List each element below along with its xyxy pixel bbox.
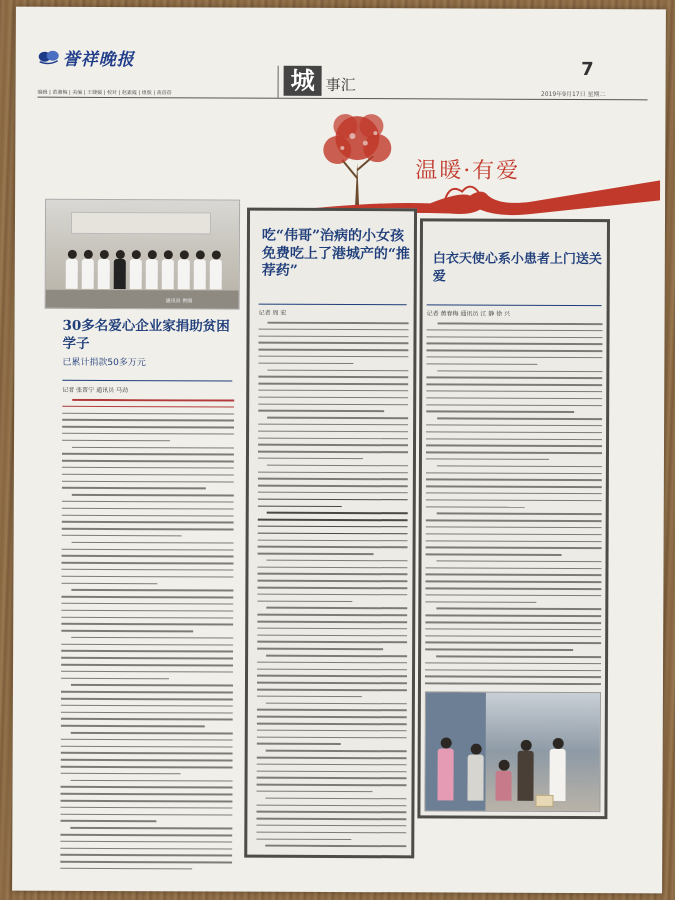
body-text-line [258, 437, 408, 439]
body-text-line [426, 547, 602, 549]
body-text-line [256, 811, 406, 813]
body-text-line [257, 675, 407, 677]
body-text-line [426, 363, 537, 365]
body-text-line [62, 474, 234, 476]
body-text-line [60, 813, 232, 815]
body-text-line [257, 580, 407, 582]
body-text-line [258, 342, 408, 344]
body-text-line [61, 745, 233, 747]
body-text-line [258, 471, 408, 473]
body-text-line [258, 356, 408, 358]
body-text-line [257, 763, 407, 765]
body-text-line [72, 446, 234, 448]
body-text-line [426, 411, 574, 413]
body-text-line [259, 328, 409, 330]
body-text-line [425, 662, 601, 664]
body-text-line [426, 540, 602, 542]
body-text-line [61, 773, 181, 775]
body-text-line [62, 460, 234, 462]
body-text-line [267, 369, 408, 371]
body-text-line [60, 841, 232, 843]
body-text-line [62, 521, 234, 523]
body-text-line [258, 458, 363, 460]
photo-person [467, 744, 483, 801]
body-text-line [257, 709, 407, 711]
body-text-line [257, 777, 407, 779]
body-text-line [62, 419, 234, 421]
body-text-line [62, 555, 234, 557]
photo-person [162, 250, 174, 290]
body-text-line [426, 424, 602, 426]
charity-event-photo [45, 199, 240, 310]
body-text-line [61, 623, 233, 625]
body-text-line [258, 498, 408, 500]
body-text-line [437, 418, 603, 420]
body-text-line [61, 650, 233, 652]
photo-person [210, 250, 222, 290]
body-text-line [258, 430, 408, 432]
body-text-line [265, 797, 408, 799]
editor-credits: 编辑 | 黄湘梅 | 美编 | 王婕媛 | 校对 | 赵素霞 | 组版 | 黄蓓蓓 [37, 89, 172, 97]
body-text-line [258, 492, 408, 494]
body-text-line [62, 453, 234, 455]
body-text-line [425, 574, 601, 576]
body-text-line [73, 399, 235, 401]
body-text-line [62, 467, 234, 469]
issue-date: 2019年9月17日 星期二 [540, 90, 606, 99]
body-text-line [258, 526, 408, 528]
photo-person [98, 250, 110, 290]
body-text-line [425, 621, 601, 623]
body-text-line [436, 608, 603, 610]
body-text-line [62, 528, 234, 530]
body-text-line [436, 465, 602, 467]
body-text-line [61, 766, 233, 768]
body-text-line [425, 669, 601, 671]
body-text-line [62, 412, 234, 414]
body-text-line [256, 825, 406, 827]
photo-person [66, 250, 78, 290]
body-text-line [257, 661, 407, 663]
body-text-line [426, 397, 602, 399]
photo-person [437, 737, 453, 800]
section-divider [278, 66, 279, 98]
body-text-line [258, 451, 408, 453]
body-text-line [425, 635, 601, 637]
body-text-line [436, 560, 602, 562]
body-text-line [426, 350, 602, 352]
section-label-sub: 事汇 [325, 75, 356, 95]
body-text-line [437, 370, 603, 372]
body-text-line [257, 566, 407, 568]
body-text-line [61, 759, 233, 761]
gift-box [535, 795, 553, 807]
body-text-line [257, 682, 407, 684]
page-number: 7 [581, 59, 594, 81]
body-text-line [61, 630, 193, 632]
body-text-line [62, 562, 234, 564]
theme-title: 温暖·有爱 [415, 158, 521, 184]
body-text-line [257, 729, 407, 731]
body-text-line [61, 691, 233, 693]
body-text-line [258, 485, 408, 487]
body-text-line [257, 621, 407, 623]
body-text-line [61, 786, 233, 788]
body-text-line [426, 506, 525, 508]
photo-person [130, 250, 142, 290]
body-text-line [62, 548, 234, 550]
body-text-line [257, 770, 407, 772]
photo-person [114, 250, 126, 290]
body-text-line [258, 444, 408, 446]
body-text-line [71, 684, 234, 686]
body-text-line [258, 362, 353, 364]
body-text-line [426, 384, 602, 386]
body-text-line [426, 458, 549, 460]
body-text-line [257, 757, 407, 759]
body-text-line [62, 487, 206, 489]
left-article-body [60, 399, 234, 875]
body-text-line [426, 526, 602, 528]
body-text-line [426, 519, 602, 521]
right-article-body [425, 322, 603, 685]
body-text-line [71, 779, 234, 781]
body-text-line [426, 499, 602, 501]
body-text-line [72, 542, 234, 544]
photo-person [517, 740, 533, 801]
home-visit-photo [424, 691, 601, 812]
body-text-line [60, 861, 232, 863]
body-text-line [61, 705, 233, 707]
body-text-line [257, 668, 407, 670]
body-text-line [437, 322, 602, 324]
body-text-line [426, 438, 602, 440]
body-text-line [257, 600, 352, 602]
body-text-line [60, 834, 232, 836]
body-text-line [258, 478, 408, 480]
body-text-line [426, 343, 602, 345]
body-text-line [60, 868, 192, 870]
body-text-line [425, 581, 601, 583]
photo-person [82, 250, 94, 290]
body-text-line [61, 725, 205, 727]
body-text-line [258, 410, 384, 412]
body-text-line [62, 426, 234, 428]
body-text-line [61, 664, 233, 666]
body-text-line [258, 424, 408, 426]
body-text-line [61, 657, 233, 659]
body-text-line [61, 596, 233, 598]
photo-person [178, 250, 190, 290]
body-text-line [257, 634, 407, 636]
left-article-subhead: 已累计捐款50多万元 [62, 357, 146, 369]
section-label-main: 城 [284, 66, 322, 96]
body-text-line [258, 403, 408, 405]
body-text-line [426, 445, 602, 447]
photo-person [495, 760, 511, 801]
body-text-line [257, 791, 373, 793]
body-text-line [258, 546, 408, 548]
left-byline-rule [62, 380, 232, 382]
body-text-line [61, 671, 233, 673]
body-text-line [60, 807, 232, 809]
body-text-line [71, 827, 235, 829]
body-text-line [256, 831, 406, 833]
body-text-line [425, 587, 601, 589]
body-text-line [257, 648, 383, 650]
body-text-line [257, 587, 407, 589]
right-article-byline: 记者 黄春梅 通讯员 江 静 徐 兴 [426, 310, 511, 318]
body-text-line [426, 452, 602, 454]
body-text-line [426, 431, 602, 433]
body-text-line [425, 676, 601, 678]
body-text-line [426, 404, 602, 406]
body-text-line [257, 689, 407, 691]
body-text-line [258, 505, 342, 507]
middle-article-body [256, 322, 408, 848]
body-text-line [266, 702, 409, 704]
body-text-line [61, 643, 233, 645]
body-text-line [72, 589, 235, 591]
body-text-line [60, 854, 232, 856]
newspaper-page [12, 7, 666, 894]
body-text-line [425, 615, 601, 617]
body-text-line [267, 464, 409, 466]
body-text-line [436, 513, 602, 515]
middle-article-byline: 记者 周 宏 [258, 309, 287, 317]
body-text-line [256, 838, 351, 840]
body-text-line [266, 655, 408, 657]
body-text-line [427, 329, 603, 331]
body-text-line [62, 514, 234, 516]
body-text-line [258, 539, 408, 541]
body-text-line [257, 695, 362, 697]
photo-banner [71, 212, 211, 235]
body-text-line [425, 642, 601, 644]
body-text-line [62, 501, 234, 503]
body-text-line [258, 390, 408, 392]
body-text-line [426, 377, 602, 379]
body-text-line [60, 847, 232, 849]
body-text-line [61, 711, 233, 713]
body-text-line [61, 603, 233, 605]
body-text-line [258, 335, 408, 337]
body-text-line [61, 576, 233, 578]
masthead [38, 45, 148, 75]
body-text-line [61, 609, 233, 611]
body-text-line [426, 336, 602, 338]
left-article-byline: 记者 张晋宁 通讯员 马劲 [62, 386, 129, 395]
body-text-line [257, 743, 341, 745]
body-text-line [62, 508, 234, 510]
body-text-line [258, 396, 408, 398]
body-text-line [61, 582, 157, 584]
body-text-line [60, 800, 232, 802]
photo-caption: 通讯员 供图 [165, 298, 193, 305]
body-text-line [257, 628, 407, 630]
body-text-line [61, 616, 233, 618]
body-text-line [257, 573, 407, 575]
middle-article-headline: 吃“伟哥”治病的小女孩免费吃上了港城产的“推荐药” [261, 227, 410, 279]
body-text-line [425, 649, 573, 651]
body-text-line [425, 594, 601, 596]
body-text-line [425, 601, 536, 603]
body-text-line [426, 356, 602, 358]
body-text-line [72, 494, 234, 496]
body-text-line [257, 614, 407, 616]
body-text-line [267, 417, 408, 419]
body-text-line [61, 569, 233, 571]
body-text-line [257, 716, 407, 718]
body-text-line [426, 390, 602, 392]
body-text-line [267, 560, 409, 562]
body-text-line [258, 553, 374, 555]
body-text-line [256, 818, 406, 820]
body-text-line [71, 732, 234, 734]
body-text-line [62, 535, 182, 537]
body-text-line [258, 519, 408, 521]
body-text-line [257, 594, 407, 596]
body-text-line [266, 607, 408, 609]
body-text-line [268, 322, 409, 324]
body-text-line [258, 532, 408, 534]
body-text-line [62, 433, 234, 435]
body-text-line [426, 533, 602, 535]
body-text-line [267, 512, 409, 514]
body-text-line [257, 723, 407, 725]
body-text-line [62, 406, 234, 408]
body-text-line [258, 349, 408, 351]
paper-name: 誉祥晚报 [62, 49, 135, 71]
body-text-line [258, 376, 408, 378]
body-text-line [426, 492, 602, 494]
body-text-line [61, 739, 233, 741]
body-text-line [62, 480, 234, 482]
right-article-headline: 白衣天使心系小患者上门送关爱 [432, 251, 602, 285]
body-text-line [61, 698, 233, 700]
body-text-line [257, 736, 407, 738]
photo-person [549, 738, 565, 801]
photo-person [194, 250, 206, 290]
body-text-line [61, 752, 233, 754]
body-text-line [61, 718, 233, 720]
body-text-line [257, 641, 407, 643]
body-text-line [257, 784, 407, 786]
body-text-line [60, 793, 232, 795]
photo-person [146, 250, 158, 290]
body-text-line [426, 479, 602, 481]
body-text-line [436, 655, 603, 657]
body-text-line [425, 628, 601, 630]
body-text-line [426, 486, 602, 488]
body-text-line [266, 750, 409, 752]
photo-foreground [46, 290, 239, 309]
body-text-line [62, 440, 170, 442]
left-article-headline: 30多名爱心企业家捐助贫困学子 [62, 317, 230, 352]
body-text-line [61, 677, 169, 679]
body-text-line [258, 383, 408, 385]
body-text-line [425, 567, 601, 569]
body-text-line [60, 820, 156, 822]
body-text-line [426, 553, 562, 555]
body-text-line [426, 472, 602, 474]
newspaper-logo-icon [38, 48, 60, 66]
body-text-line [256, 804, 406, 806]
body-text-line [71, 637, 234, 639]
